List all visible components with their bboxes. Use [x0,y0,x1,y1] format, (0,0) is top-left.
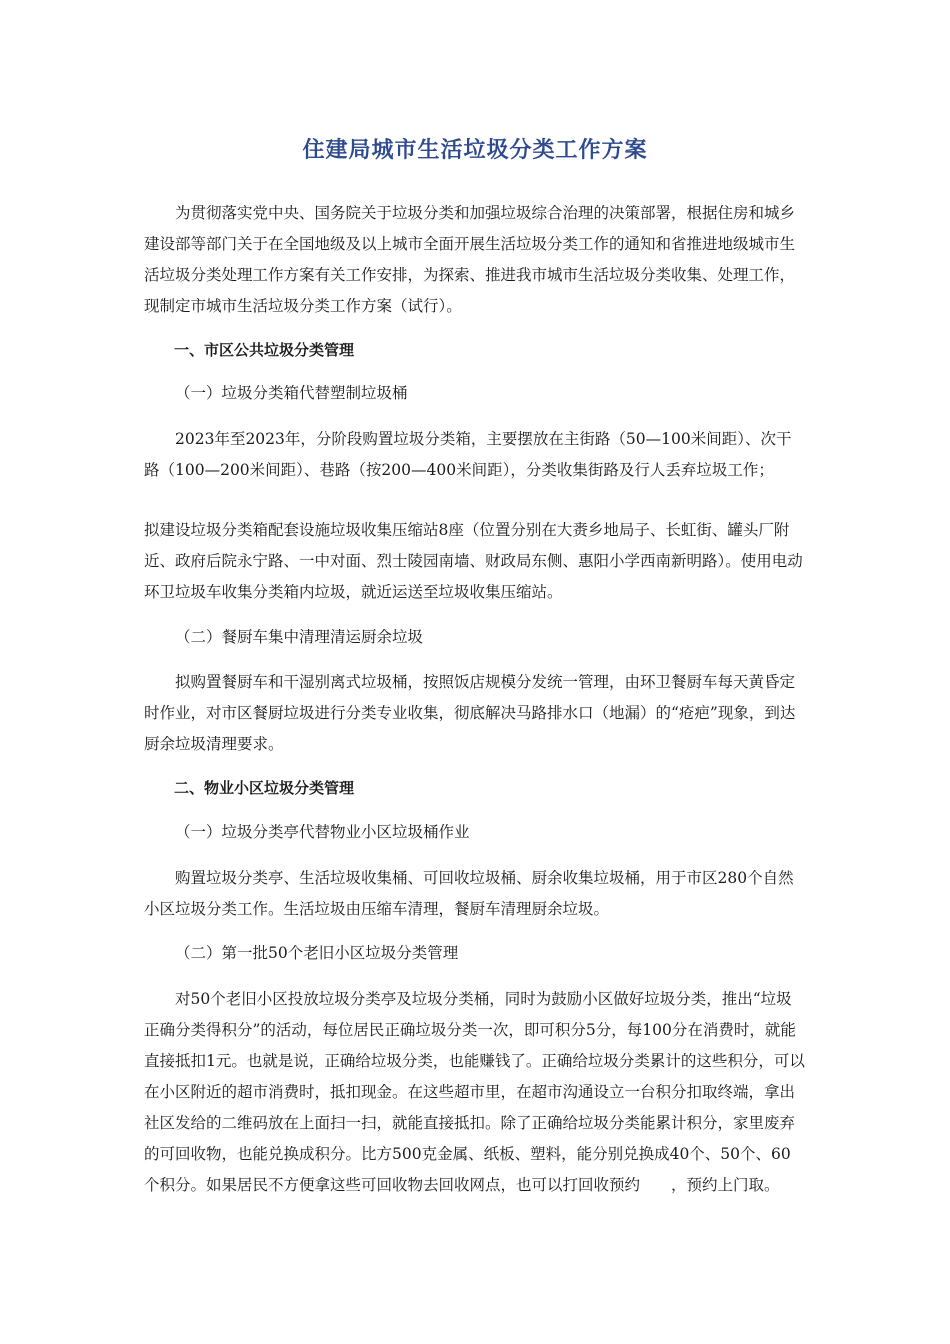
section1-paragraph2: 拟建设垃圾分类箱配套设施垃圾收集压缩站8座（位置分别在大赉乡地局子、长虹街、罐头厂附近、政府后院永宁路、一中对面、烈士陵园南墙、财政局东侧、惠阳小学西南新明路）。使用电动环卫垃圾车收集分类箱内垃圾，就近运送至垃圾收集压缩站。 [144,521,803,601]
document-title: 住建局城市生活垃圾分类工作方案 [302,138,648,163]
section2-paragraph2: 对50个老旧小区投放垃圾分类亭及垃圾分类桶，同时为鼓励小区做好垃圾分类，推出“垃圾正确分类得积分”的活动，每位居民正确垃圾分类一次，即可积分5分，每100分在消费时，就能直接抵扣1元。也就是说，正确给垃圾分类，也能赚钱了。正确给垃圾分类累计的这些积分，可以在小区附近的超市消费时，抵扣现金。在这些超市里，在超市沟通设立一台积分扣取终端，拿出社区发给的二维码放在上面扫一扫，就能直接抵扣。除了正确给垃圾分类能累计积分，家里废弃的可回收物，也能兑换成积分。比方500克金属、纸板、塑料，能分别兑换成40个、50个、60个积分。如果居民不方便拿这些可回收物去回收网点，也可以打回收预约 ，预约上门取。 [144,990,805,1194]
section1-paragraph1: 2023年至2023年，分阶段购置垃圾分类箱，主要摆放在主街路（50—100米间距）、次干路（100—200米间距）、巷路（按200—400米间距），分类收集街路及行人丢弃垃圾工作； [144,430,792,479]
section1-sub1: （一）垃圾分类箱代替塑制垃圾桶 [175,384,408,402]
section1-paragraph3: 拟购置餐厨车和干湿别离式垃圾桶，按照饭店规模分发统一管理，由环卫餐厨车每天黄昏定时作业，对市区餐厨垃圾进行分类专业收集，彻底解决马路排水口（地漏）的“疮疤”现象，到达厨余垃圾清理要求。 [144,673,796,753]
section2-sub1: （一）垃圾分类亭代替物业小区垃圾桶作业 [175,823,470,841]
intro-paragraph: 为贯彻落实党中央、国务院关于垃圾分类和加强垃圾综合治理的决策部署，根据住房和城乡建设部等部门关于在全国地级及以上城市全面开展生活垃圾分类工作的通知和省推进地级城市生活垃圾分类处理工作方案有关工作安排，为探索、推进我市城市生活垃圾分类收集、处理工作，现制定市城市生活垃圾分类工作方案（试行）。 [144,204,796,315]
section1-sub2: （二）餐厨车集中清理清运厨余垃圾 [175,628,424,646]
section2-sub2: （二）第一批50个老旧小区垃圾分类管理 [175,944,459,962]
section2-paragraph1: 购置垃圾分类亭、生活垃圾收集桶、可回收垃圾桶、厨余收集垃圾桶，用于市区280个自然小区垃圾分类工作。生活垃圾由压缩车清理，餐厨车清理厨余垃圾。 [144,869,794,918]
section1-heading: 一、市区公共垃圾分类管理 [174,341,355,359]
section2-heading: 二、物业小区垃圾分类管理 [174,779,355,797]
